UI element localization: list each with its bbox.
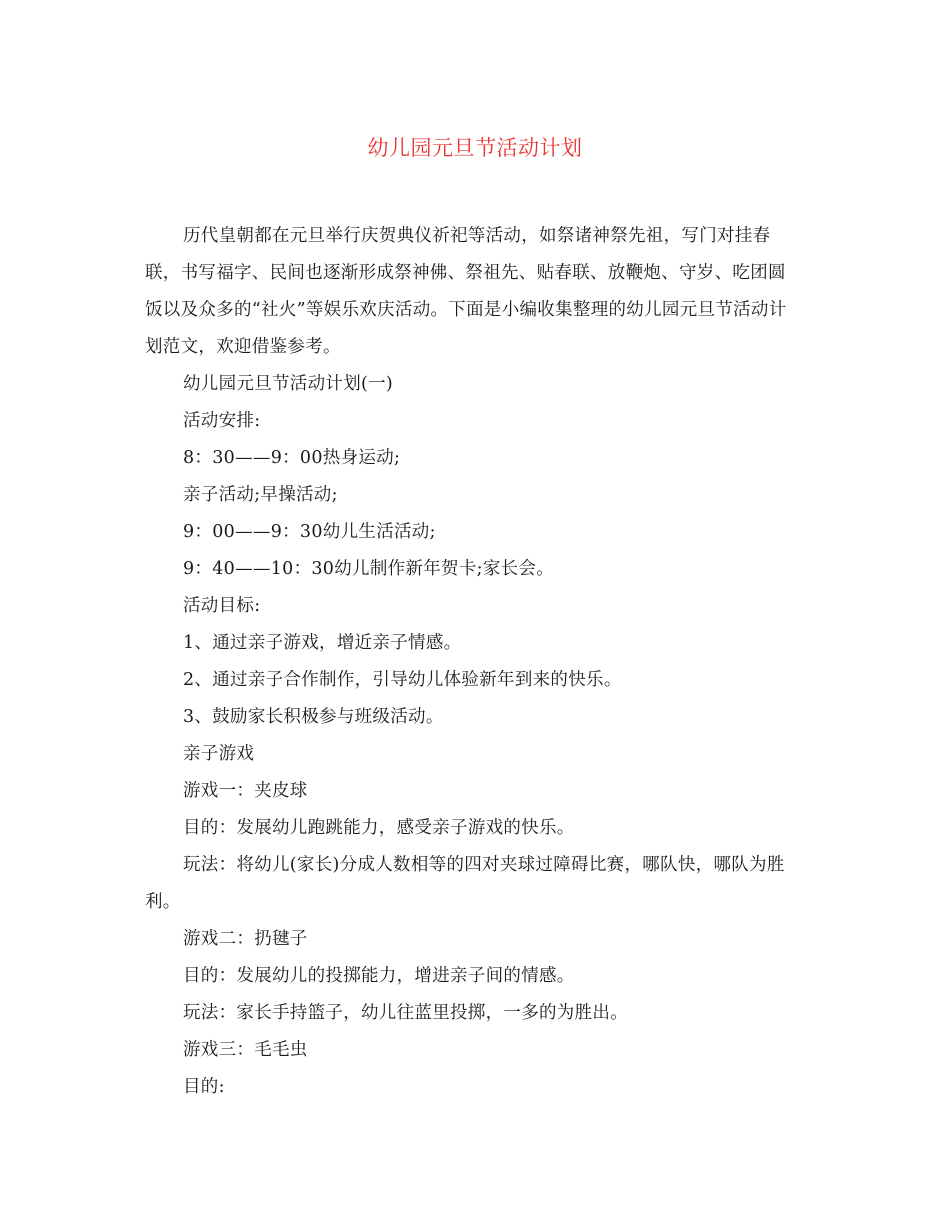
schedule-heading: 活动安排: xyxy=(183,411,261,431)
game-title: 游戏一：夹皮球 xyxy=(183,781,308,801)
game-title: 游戏三：毛毛虫 xyxy=(183,1040,308,1060)
schedule-item: 亲子活动;早操活动; xyxy=(183,485,338,505)
goals-heading: 活动目标: xyxy=(183,596,261,616)
schedule-item: 9：40——10：30幼儿制作新年贺卡;家长会。 xyxy=(183,559,555,579)
plan-heading: 幼儿园元旦节活动计划(一) xyxy=(183,374,394,394)
goal-item: 2、通过亲子合作制作，引导幼儿体验新年到来的快乐。 xyxy=(183,670,622,690)
game-purpose: 目的：发展幼儿的投掷能力，增进亲子间的情感。 xyxy=(183,966,575,986)
games-heading: 亲子游戏 xyxy=(183,744,255,764)
schedule-item: 8：30——9：00热身运动; xyxy=(183,448,401,468)
game-rules: 玩法：家长手持篮子，幼儿往蓝里投掷，一多的为胜出。 xyxy=(183,1003,628,1023)
document-body xyxy=(145,218,800,1106)
game-purpose: 目的: xyxy=(183,1077,225,1097)
goal-item: 1、通过亲子游戏，增近亲子情感。 xyxy=(183,633,462,653)
schedule-item: 9：00——9：30幼儿生活活动; xyxy=(183,522,436,542)
document-title: 幼儿园元旦节活动计划 xyxy=(367,136,583,160)
game-title: 游戏二：扔毽子 xyxy=(183,929,308,949)
goal-item: 3、鼓励家长积极参与班级活动。 xyxy=(183,707,444,727)
game-rules: 玩法：将幼儿(家长)分成人数相等的四对夹球过障碍比赛，哪队快，哪队为胜利。 xyxy=(145,855,785,912)
game-purpose: 目的：发展幼儿跑跳能力，感受亲子游戏的快乐。 xyxy=(183,818,575,838)
intro-paragraph: 历代皇朝都在元旦举行庆贺典仪祈祀等活动，如祭诸神祭先祖，写门对挂春联，书写福字、民间也逐渐形成祭神佛、祭祖先、贴春联、放鞭炮、守岁、吃团圆饭以及众多的“社火”等娱乐欢庆活动。下面是小编收集整理的幼儿园元旦节活动计划范文，欢迎借鉴参考。 xyxy=(145,226,787,357)
